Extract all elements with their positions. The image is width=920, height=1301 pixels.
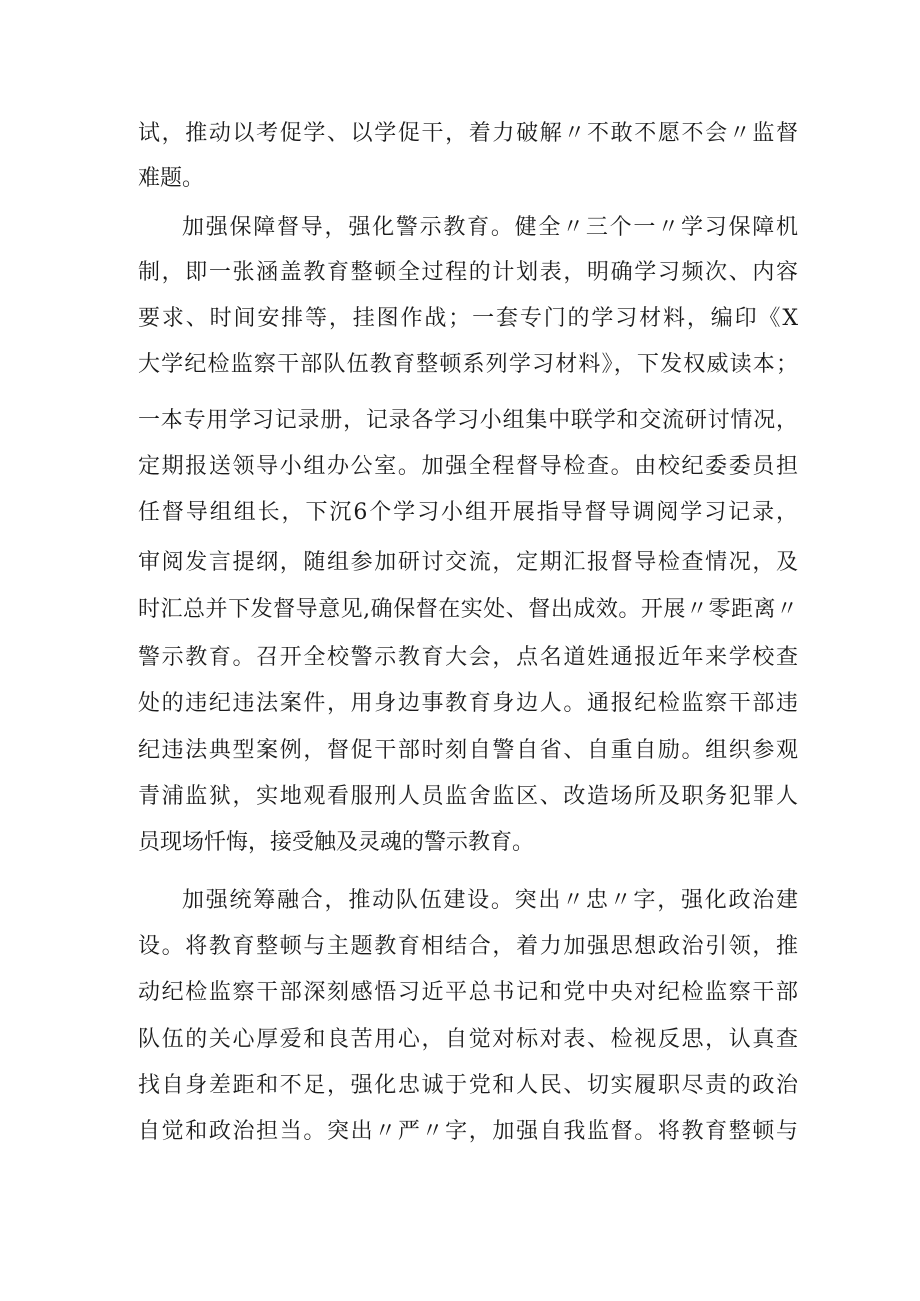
text-line: 纪违法典型案例，督促干部时刻自警自省、自重自励。组织参观 bbox=[138, 738, 798, 763]
text-line: 大学纪检监察干部队伍教育整顿系列学习材料》，下发权威读本； bbox=[138, 352, 798, 377]
text-line: 找自身差距和不足，强化忠诚于党和人民、切实履职尽责的政治 bbox=[138, 1073, 798, 1098]
text-line: 设。将教育整顿与主题教育相结合，着力加强思想政治引领，推 bbox=[138, 934, 798, 959]
text-line: 队伍的关心厚爱和良苦用心，自觉对标对表、检视反思，认真查 bbox=[138, 1027, 798, 1052]
text-line: 任督导组组长，下沉6个学习小组开展指导督导调阅学习记录， bbox=[138, 500, 798, 525]
text-line: 员现场忏悔，接受触及灵魂的警示教育。 bbox=[138, 830, 535, 855]
text-line: 试，推动以考促学、以学促干，着力破解〃不敢不愿不会〃监督 bbox=[138, 121, 798, 146]
text-line: 处的违纪违法案件，用身边事教育身边人。通报纪检监察干部违 bbox=[138, 691, 798, 716]
text-line: 青浦监狱，实地观看服刑人员监舍监区、改造场所及职务犯罪人 bbox=[138, 784, 798, 809]
text-line: 一本专用学习记录册，记录各学习小组集中联学和交流研讨情况， bbox=[138, 408, 798, 433]
text-line: 难题。 bbox=[138, 166, 205, 191]
text-line: 动纪检监察干部深刻感悟习近平总书记和党中央对纪检监察干部 bbox=[138, 980, 798, 1005]
text-line: 制，即一张涵盖教育整顿全过程的计划表，明确学习频次、内容 bbox=[138, 260, 798, 285]
paragraph-heading-line: 加强统筹融合，推动队伍建设。突出〃忠〃字，强化政治建 bbox=[182, 888, 798, 913]
text-line: 自觉和政治担当。突出〃严〃字，加强自我监督。将教育整顿与 bbox=[138, 1119, 798, 1144]
text-line: 时汇总并下发督导意见,确保督在实处、督出成效。开展〃零距离〃 bbox=[138, 597, 798, 622]
text-line: 警示教育。召开全校警示教育大会，点名道姓通报近年来学校查 bbox=[138, 645, 798, 670]
text-line: 要求、时间安排等，挂图作战；一套专门的学习材料，编印《X bbox=[138, 306, 798, 331]
text-line: 审阅发言提纲，随组参加研讨交流，定期汇报督导检查情况，及 bbox=[138, 550, 798, 575]
text-line: 定期报送领导小组办公室。加强全程督导检查。由校纪委委员担 bbox=[138, 454, 798, 479]
paragraph-heading-line: 加强保障督导，强化警示教育。健全〃三个一〃学习保障机 bbox=[182, 215, 798, 240]
